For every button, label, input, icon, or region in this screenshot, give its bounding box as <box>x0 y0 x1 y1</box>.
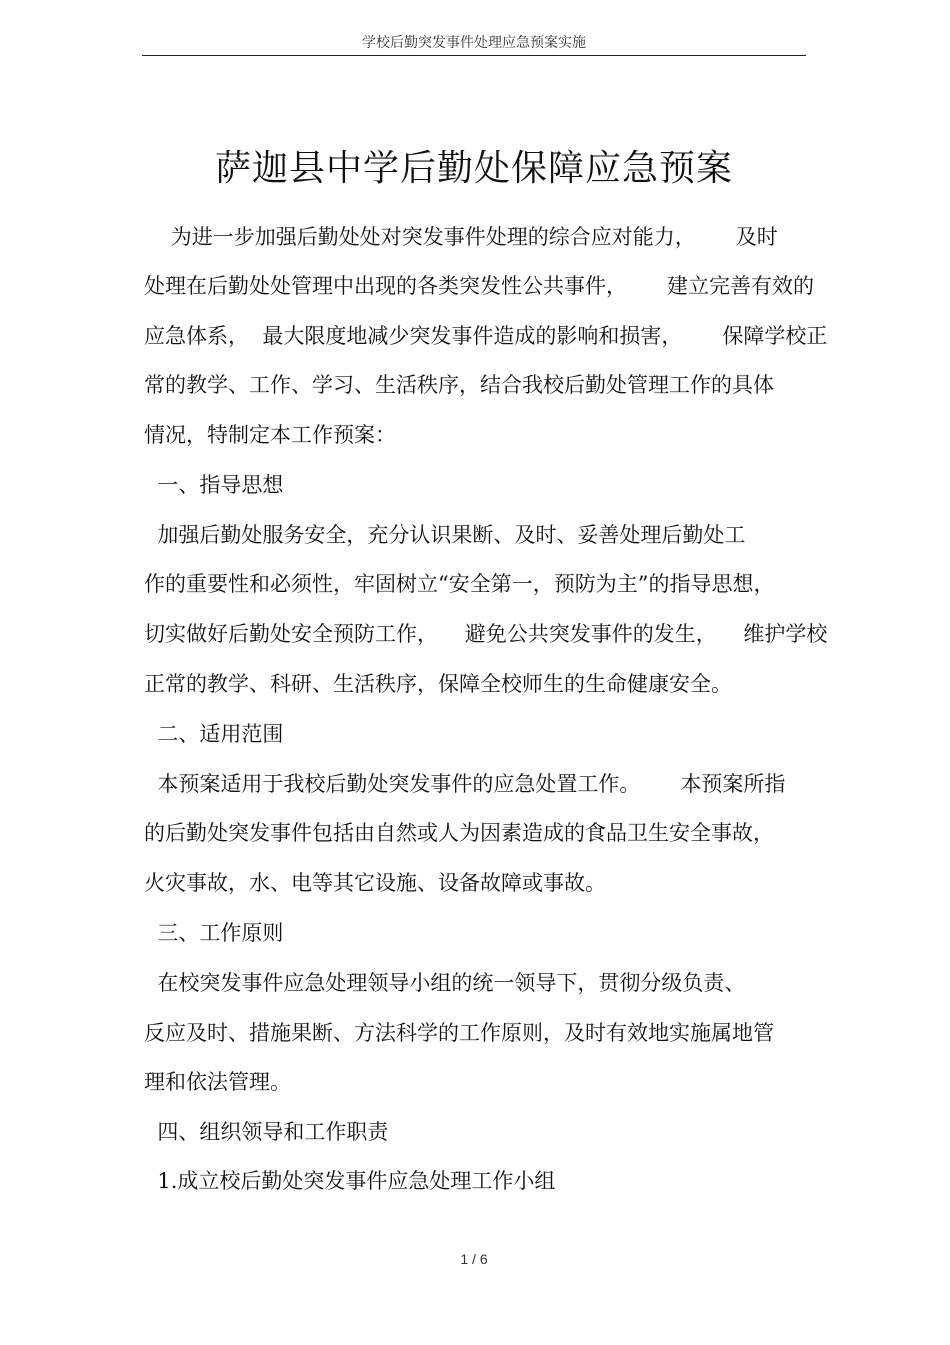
running-header-title: 学校后勤突发事件处理应急预案实施 <box>362 35 586 51</box>
page-number: 1 / 6 <box>460 1251 488 1267</box>
body-line: 本预案适用于我校后勤处突发事件的应急处置工作。 本预案所指 <box>144 772 786 796</box>
body-line: 的后勤处突发事件包括由自然或人为因素造成的食品卫生安全事故， <box>144 821 774 845</box>
body-line: 处理在后勤处处管理中出现的各类突发性公共事件， 建立完善有效的 <box>144 274 815 298</box>
body-line: 火灾事故，水、电等其它设施、设备故障或事故。 <box>144 871 606 895</box>
section-heading: 三、工作原则 <box>144 921 284 945</box>
body-line: 正常的教学、科研、生活秩序，保障全校师生的生命健康安全。 <box>144 672 732 696</box>
body-line: 反应及时、措施果断、方法科学的工作原则，及时有效地实施属地管 <box>144 1021 774 1045</box>
body-line: 情况，特制定本工作预案： <box>144 423 396 447</box>
section-heading: 一、指导思想 <box>144 473 284 497</box>
header-divider <box>142 55 806 56</box>
body-line: 常的教学、工作、学习、生活秩序，结合我校后勤处管理工作的具体 <box>144 373 774 397</box>
body-line: 理和依法管理。 <box>144 1070 291 1094</box>
body-line: 作的重要性和必须性，牢固树立“安全第一，预防为主”的指导思想， <box>144 572 775 596</box>
body-line: 为进一步加强后勤处处对突发事件处理的综合应对能力， 及时 <box>144 225 778 249</box>
document-title: 萨迦县中学后勤处保障应急预案 <box>214 148 733 189</box>
body-line: 切实做好后勤处安全预防工作， 避免公共突发事件的发生， 维护学校 <box>144 622 828 646</box>
subsection-heading: 1.成立校后勤处突发事件应急处理工作小组 <box>144 1169 556 1193</box>
body-line: 应急体系， 最大限度地减少突发事件造成的影响和损害， 保障学校正 <box>144 324 828 348</box>
body-line: 加强后勤处服务安全，充分认识果断、及时、妥善处理后勤处工 <box>144 523 746 547</box>
body-line: 在校突发事件应急处理领导小组的统一领导下，贯彻分级负责、 <box>144 971 746 995</box>
section-heading: 四、组织领导和工作职责 <box>144 1120 389 1144</box>
section-heading: 二、适用范围 <box>144 722 284 746</box>
